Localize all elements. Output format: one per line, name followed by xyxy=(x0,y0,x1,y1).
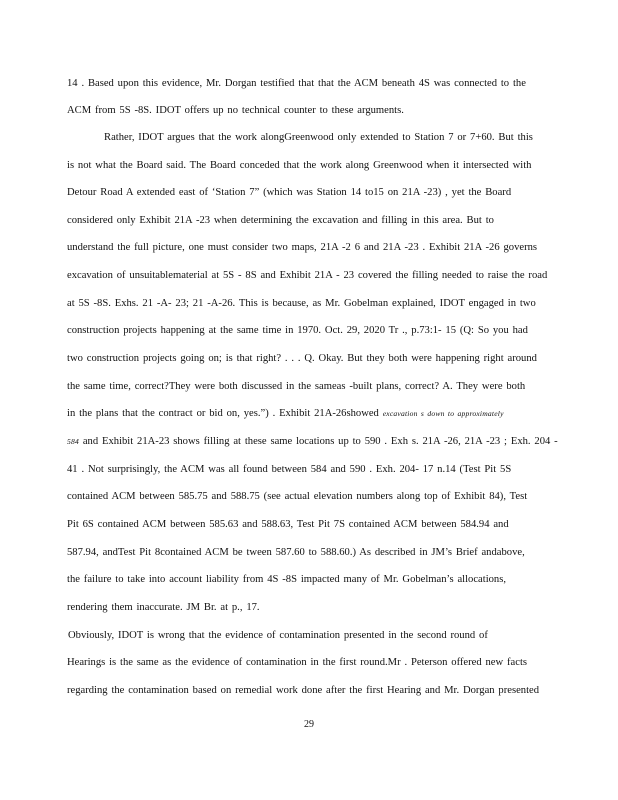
text-line: at 5S -8S. Exhs. 21 -A- 23; 21 -A-26. This is because, as Mr. Gobelman explained, IDOT engaged in two xyxy=(67,298,536,309)
text-line: excavation of unsuitablematerial at 5S - 8S and Exhibit 21A - 23 covered the filling needed to raise the road xyxy=(67,270,548,281)
text-line: ACM from 5S -8S. IDOT offers up no technical counter to these arguments. xyxy=(67,105,404,116)
text-line: rendering them inaccurate. JM Br. at p., 17. xyxy=(67,602,260,613)
text-line: the same time, correct?They were both discussed in the sameas -built plans, correct? A. They were both xyxy=(67,381,526,392)
text-line: understand the full picture, one must consider two maps, 21A -2 6 and 21A -23 . Exhibit 21A -26 governs xyxy=(67,242,538,253)
text-line: Detour Road A extended east of ‘Station 7” (which was Station 14 to15 on 21A -23) , yet the Board xyxy=(67,187,512,198)
text-line: Hearings is the same as the evidence of contamination in the first round.Mr . Peterson offered new facts xyxy=(67,657,528,668)
text-line: is not what the Board said. The Board conceded that the work along Greenwood when it intersected with xyxy=(67,160,532,171)
text-line: Pit 6S contained ACM between 585.63 and 588.63, Test Pit 7S contained ACM between 584.94 and xyxy=(67,519,509,530)
small-italic-text: 584 xyxy=(67,437,79,446)
text-line: Obviously, IDOT is wrong that the evidence of contamination presented in the second round of xyxy=(68,630,488,641)
text-segment: in the plans that the contract or bid on, yes.”) . Exhibit 21A-26showed xyxy=(67,408,379,419)
page-number: 29 xyxy=(304,719,314,730)
small-italic-text: excavation s down to approximately xyxy=(382,409,504,418)
text-line: regarding the contamination based on remedial work done after the first Hearing and Mr. Dorgan presented xyxy=(67,685,540,696)
text-line xyxy=(67,435,575,449)
text-line: two construction projects going on; is that right? . . . Q. Okay. But they both were happening right around xyxy=(67,353,537,364)
text-line: contained ACM between 585.75 and 588.75 (see actual elevation numbers along top of Exhibit 84), Test xyxy=(67,491,528,502)
text-segment: and Exhibit 21A-23 shows filling at these same locations up to 590 . Exh s. 21A -26, 21A -23 ; Exh. 204 - xyxy=(82,436,558,447)
text-line xyxy=(67,407,575,421)
text-line: considered only Exhibit 21A -23 when determining the excavation and filling in this area. But to xyxy=(67,215,494,226)
text-line: 14 . Based upon this evidence, Mr. Dorgan testified that that the ACM beneath 4S was connected to the xyxy=(67,78,526,89)
text-line: 41 . Not surprisingly, the ACM was all found between 584 and 590 . Exh. 204- 17 n.14 (Test Pit 5S xyxy=(67,464,512,475)
text-line: 587.94, andTest Pit 8contained ACM be tween 587.60 to 588.60.) As described in JM’s Brief andabove, xyxy=(67,547,525,558)
text-line: the failure to take into account liability from 4S -8S impacted many of Mr. Gobelman’s allocations, xyxy=(67,574,507,585)
text-line: Rather, IDOT argues that the work alongGreenwood only extended to Station 7 or 7+60. But this xyxy=(104,132,533,143)
text-line: construction projects happening at the same time in 1970. Oct. 29, 2020 Tr ., p.73:1- 15 (Q: So you had xyxy=(67,325,528,336)
